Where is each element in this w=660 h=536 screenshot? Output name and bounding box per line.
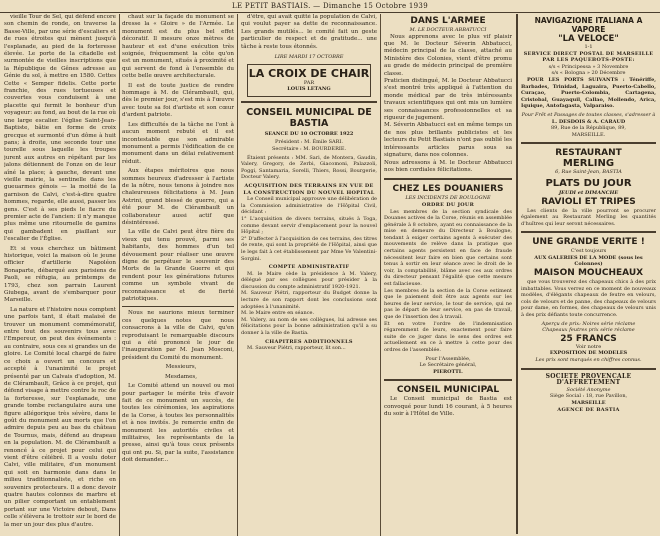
salutation: Messieurs, [165,364,197,371]
body-text: Le Conseil municipal approuve une délibération de la Commission administrative de l'Hôpital Civil, décidant : 1° L'acquisition de divers terrains, situés à Toga, comme devant servir d'emplacement pour la nouvel Hôpital ; 2° D'affecter à l'acquisition de ces terrains, des titres de rente, qui sont la propriété de l'Hôpital, ainsi que le legs fait à cet établissement par Mme Ve Valentini-Sorgini. [241,196,377,262]
ad-title: UNE GRANDE VERITE ! [532,237,645,248]
ad-contact: Pour Frêt et Passages de toutes classes, s'adresser à [521,111,656,118]
ad-contact: L. DESDOIS & A. CARAUD [551,118,626,125]
president: Président : M. Émile SARI. [275,139,343,146]
body-text: M. Sauveur Piétri, rapporteur, lit son... [247,345,346,352]
ad-body: que vous trouverez des chapeaux chics à des prix imbattables. Vous verrez en ce moment de nouveaux modèles, d'élégants chapeaux de feutre en velours, cols de velours et de panne, des chapeaux de velours pour dame, en formes, des chapeaux de velours unis à des prix défiants toute concurrence. [521,279,656,319]
subheading: COMPTE ADMINISTRATIF [268,264,350,271]
divider [241,101,377,103]
council-title: CONSEIL MUNICIPAL DE BASTIA [246,106,372,129]
ad-title: PLATS DU JOUR [545,177,632,189]
feuilleton-author: LOUIS LETANG [287,86,331,93]
body-text: Le Conseil municipal de Bastia est convoqué pour lundi 16 courant, à 5 heures du soir à l'Hôtel de Ville. [384,396,512,418]
ad-line: 1-1 [584,44,593,50]
ad-body: Les prix sont marqués en chiffres connus. [535,357,642,363]
council-title-2: CONSEIL MUNICIPAL [396,385,500,396]
ad-brand: MERLING [562,158,615,170]
army-title: DANS L'ARMEE [410,16,486,26]
session-date: SEANCE DU 10 OCTOBRE 1922 [264,130,354,137]
col2-paragraph: chaut sur la façade du monument se dresse la « Gloire » de l'Armée. Le monument est du plus bel effet décoratif. Il mesure onze mètres de hauteur et est d'une exécution très soignée, fréquemment la côte qu'on est un monument, situés à proximité et qui servent de fond à l'ensemble du cette belle œuvre architecturale. [122,14,234,80]
ad-body: Aperçu de prix: Noires série réclame [541,320,636,327]
divider [122,306,234,307]
ad-ship: s/s « Principessa » 3 Novembre [548,63,629,70]
feuilleton-title: LA CROIX DE CHAIR [248,66,370,80]
salutation: Mesdames, [164,373,198,380]
ad-title: SOCIETE PROVENCALE D'AFFRETEMENT [545,372,632,387]
ad-city: MARSEILLE [571,399,606,406]
ad-contact: 89, Rue de la République, 89, [550,125,627,132]
ad-title: NAVIGAZIONE ITALIANA A VAPORE [534,16,643,34]
present-members: Étaient présents : MM. Sari, de Montera, Gaudin, Valery, Gregory, de Zerbi, Giacomoni, Palazzoli, Poggi, Santamaria, Sorelli, Thiers, Rossi, Bourgerie, Docteur Valery. [241,154,377,181]
column-3 [241,14,377,534]
ad-address: Siège Social : 18, rue Pavillon, [549,393,628,400]
ad-body: Les clients de la ville pourront se procurer également au Restaurant Merling les quantités d'huîtres qui leur seront nécessaires. [521,207,656,227]
ad-ship: s/s « Bologna » 20 Décembre [551,70,626,77]
ads-column [516,14,656,534]
subheading: ORDRE DU JOUR [421,201,475,208]
col2-paragraph: Le Comité attend un nouvel ou moi pour partager le mérite très d'avoir fait de ce monument un succès, de toutes les cérémonies, les aspirations de la Corse, à toutes les personnalités et à nos invités. Je remercie enfin de monument les autorités civiles et militaires, les représentants de la presse, ainsi qu'à tous ceux présents qui ont pu. Si, par la suite, l'assistance doit demander... [122,383,234,464]
army-subtitle: M. LE DOCTEUR ABBATUCCI [409,27,487,33]
secretary: Secrétaire : M. BOURDERIE. [271,146,347,152]
pretitle: LIRE MARDI 17 OCTOBRE [274,54,344,61]
column-rule [237,14,238,536]
col2-paragraph: Aux étapes méritoires que nous sommes heureux d'adresser à l'artiste de la nôtre, nous tenons à joindre nos chaleureuses félicitations à M. Jean Astrini, grand blessé de guerre, qui a été pour M. de Clérambault un collaborateur aussi actif que désintéressé. [122,168,234,226]
ad-body: Chapeaux feutres prix série réclame [542,327,635,334]
ad-subtitle: Société Anonyme [566,386,611,393]
ad-address: 6, Rue Saint-Jean, BASTIA [555,169,622,176]
subheading: CHAPITRES ADDITIONNELS [265,338,353,345]
col1-paragraph: Et si vous cherchez un bâtiment historique, voici la maison où le jeune officier d'artillerie Napoléon Bonaparte, débarqué aux parisiens de Paoli, se réfugia, au printemps de 1793, chez son parrain Laurent Giubega, avant de s'embarquer pour Marseille. [4,245,116,304]
col3-top-paragraph: d'être, qui avait quitté la population de Calvi, qui voulut payer sa dette de reconnaissance. Les grands mutilés... le comité fait un geste particulier de respect et de gratitude... une tâche à reste tous étonnés. [241,14,377,50]
ad-body: C'est toujours [570,248,607,255]
ad-agency: AGENCE DE BASTIA [557,406,620,413]
divider [384,178,512,180]
ad-brand: "LA VELOCE" [558,34,619,44]
divider [521,231,656,233]
ad-service: SERVICE DIRECT POSTAL DE MARSEILLE PAR LES PAQUEBOTS-POSTE: [523,50,654,64]
ad-title: RESTAURANT [555,148,622,159]
ad-price: 25 FRANCS [560,333,617,344]
body-text: M. le Maire cède la présidence à M. Valery, délégué par ses collègues pour présider à la discussion du compte administratif 1920-1921. M. Sauveur Piétri, rapporteur du Budget donne la lecture de son rapport dont les conclusions sont adoptées à l'unanimité. M. le Maire entre en séance. M. Valery, au nom de ses collègues, lui adresse ses félicitations pour la bonne administration qu'il a su donner à la ville de Bastia. [241,270,377,337]
subheading: ACQUISITION DES TERRAINS EN VUE DE LA CONSTRUCTION DU NOUVEL HOPITAL [243,182,375,196]
feuilleton-by: PAR [303,79,315,86]
ad-contact: MARSEILLE. [571,131,606,138]
customs-subtitle: LES INCIDENTS DE BOULOGNE [405,195,491,202]
column-1 [4,14,116,534]
ad-brand: MAISON MOUCHEAUX [533,268,644,279]
col2-paragraph: La ville de Calvi peut être fière du vieux qui tenu prouvé, parmi ses habitants, des hommes d'un tel dévouement pour réaliser une œuvre digne de perpétuer le souvenir des Morts de la Grande Guerre et qui rendent pour les générations futures comme un symbole vivant de reconnaissance et de fierté patriotiques. [122,229,234,303]
signature: PIEROTTI. [433,368,463,375]
col2-paragraph: Les difficultés de la tâche ne l'ont à aucun moment rebuté et il est incontestable que son admirable monument a permis l'édification de ce monument dans un délai relativement réduit. [122,121,234,165]
header-title: LE PETIT BASTIAIS. — Dimanche 15 Octobre 1939 [232,2,428,10]
customs-title: CHEZ LES DOUANIERS [392,184,504,195]
signature: Pour l'Assemblée, [425,355,471,362]
body-text: Nous apprenons avec le plus vif plaisir que M. le Docteur Séverin Abbatucci, médecin principal de la classe, attaché au Ministère des Colonies, vient d'être promu au grade de médecin principal de première classe. Praticien distingué, M. le Docteur Abbatucci s'est montré très appliqué à l'attention du monde médical par de très intéressants travaux scientifiques qui ont mis un lumière ses connaissances professionnelles et sa rigueur de jugement. M. Séverin Abbatucci est en même temps un de nos plus brillants publicistes et les lecteurs du Petit Bastiais n'ont pas oublié les intéressants articles parus sous sa signature, dans nos colonnes. Nous adressons à M. le Docteur Abbatucci nos bien cordiales félicitations. [384,33,512,173]
ad-body: Voir notre [575,343,602,350]
col1-paragraph: vieille Tour de Sel, qui défend encore son chemin de ronde, on traverse la Basse-Ville, par une série d'escaliers et de rues étroites qui mènent jusqu'à l'esplanade, au pied de la forteresse élevée. Le porte de la citadelle est surmontée de vieilles inscriptions que la République de Gênes adresse au Génie du sol, à mettre en 1580. Cettes Cette « Semper fidelis. Cette porte franchie, des rues tortueuses et couvertes vous conduisent à une placette qui fermit le bonheur d'un voyageur: au fond, au bout de la rue où une large escalier. l'église Saint-Jean-Baptiste, bâtie en forme de croix grecque et surmonté d'un dôme à huit pans; à droite, une seconde tour une tourelle sous laquelle les troupes jurent aux autres en répétant par les jalons détiennent de l'onze on de leur aîné la place; à gauche, devant une vieille mairie, la sentinelle dans les gueuarmes génois — la moitié de la garnison de Calvi, c'est-à-dire quatre hommes, regarde, elle aussi, passer les gens. C'est à ses pieds le fiacre du premier acte de l'ancien: il n'y manque plus même une ritournelle de gamins qui gambadent en piaillant sur l'escalier de l'Église. [4,14,116,243]
ad-body: EXPOSITION DE MODELES [549,350,628,357]
column-4 [384,14,512,534]
ad-ports: POUR LES PORTS SUIVANTS : Ténériffe, Barbades, Trinidad, Laguaira, Puerto-Cabello, Curaçao, Puerto-Colombia, Cartagena, Cristobal, Guayaquil, Callao, Mollendo, Arica, Iquique, Antofagasta, Valparaiso. [521,76,656,110]
divider [521,142,656,144]
page-header [0,0,660,13]
ad-body: AUX GALERIES DE LA MODE (sous les Colonnes) [534,254,643,268]
ad-title: RAVIOLI ET TRIPES [541,196,636,207]
column-rule [119,14,120,536]
column-rule [380,14,381,536]
ad-subtitle: JEUDI et DIMANCHE [558,189,619,196]
body-text: Les membres de la section syndicale des Douanes actives de la Corse, réunis en assemblée générale à 8 octobre, ayant eu connaissance de la mise en demeure du Directeur à Boulogne, tendant à exiger certains agents à exécuter des mouvements de relève dans la pratique que certains agents persistent en face de fraude nécessitent leur faire en bien que certains sont tenus à sortir en leur séance avec le droit de le voir, la comptabilité, blâme avec ces aux ordres du directeur pensant l'égalité que cette mesure est fallacieuse. Les membres de la section de la Corse estiment que le paiement doit être aux agents sur les heures de leur service, le tour de service, qui ne pas le départ de leur service, en pas de travail, que de l'insertion des à travail. Et en votre l'ordre de l'indemnisation régaremment de leurs, exactement pour faire suite de ce juger dans le sens des ordres est actuellement en ce à mettre à cette pour des ordres de l'assemblée. [384,208,512,353]
divider [384,379,512,381]
col1-paragraph: La nature et l'histoire nous comptent une parfois tant, il était malaisé de trouver un monument commémoratif, entre tout des souvenirs tous avec l'Empereur, on peut des événements : au contraire, sous ces si grandes un de gloire. Le Comité local chargé de faire ce choix a ouvert un concours et accepté à l'unanimité le projet présenté par un Calvais d'adoption, M. de Clérambault, Grâce à ce projet, qui défend visage à mettre contre le roc de la forteresse, sur l'esplanade, une grande tombe rectangulaire aura une figure allégorique très sévère, dans le goût du monument aux morts que l'on admire depuis peu au bas du château de Tournus, mais, défend au drapeau en la population. M. de Clérambault a renoncé à ce projet pour celui qui vient d'être célébré. Il a voulu doter Calvi, ville militaire, d'un monument qui soit en harmonie dans dans le milieu traditionnaliste, et riche en souvenirs protecteurs. Il a donc devoir quatre hautes colonnes de marbre et un pilier comportant un entablement portant sur une Victoire debout, Dans celle s'élèvera le trottoir sur le bord de la mer un jour des plus d'autre. [4,306,116,528]
feuilleton-box [247,64,371,97]
column-2 [122,14,234,534]
col2-paragraph: Nous ne saurions mieux terminer ces quelques notes que nous consacrons à la ville de Calvi, qu'en reproduisant le remarquable discours qui a été prononcé le jour de l'inauguration par M. Jean Mosconi, président du Comité du monument. [122,310,234,361]
signature: Le Secrétaire général, [419,362,477,369]
col2-paragraph: Il est de toute justice de rendre hommage à M. de Clérambault, qui, dès le premier jour, s'est mis à l'œuvre avec toute sa foi d'artiste et son cœur d'ardent patriote. [122,82,234,119]
divider [521,368,656,370]
